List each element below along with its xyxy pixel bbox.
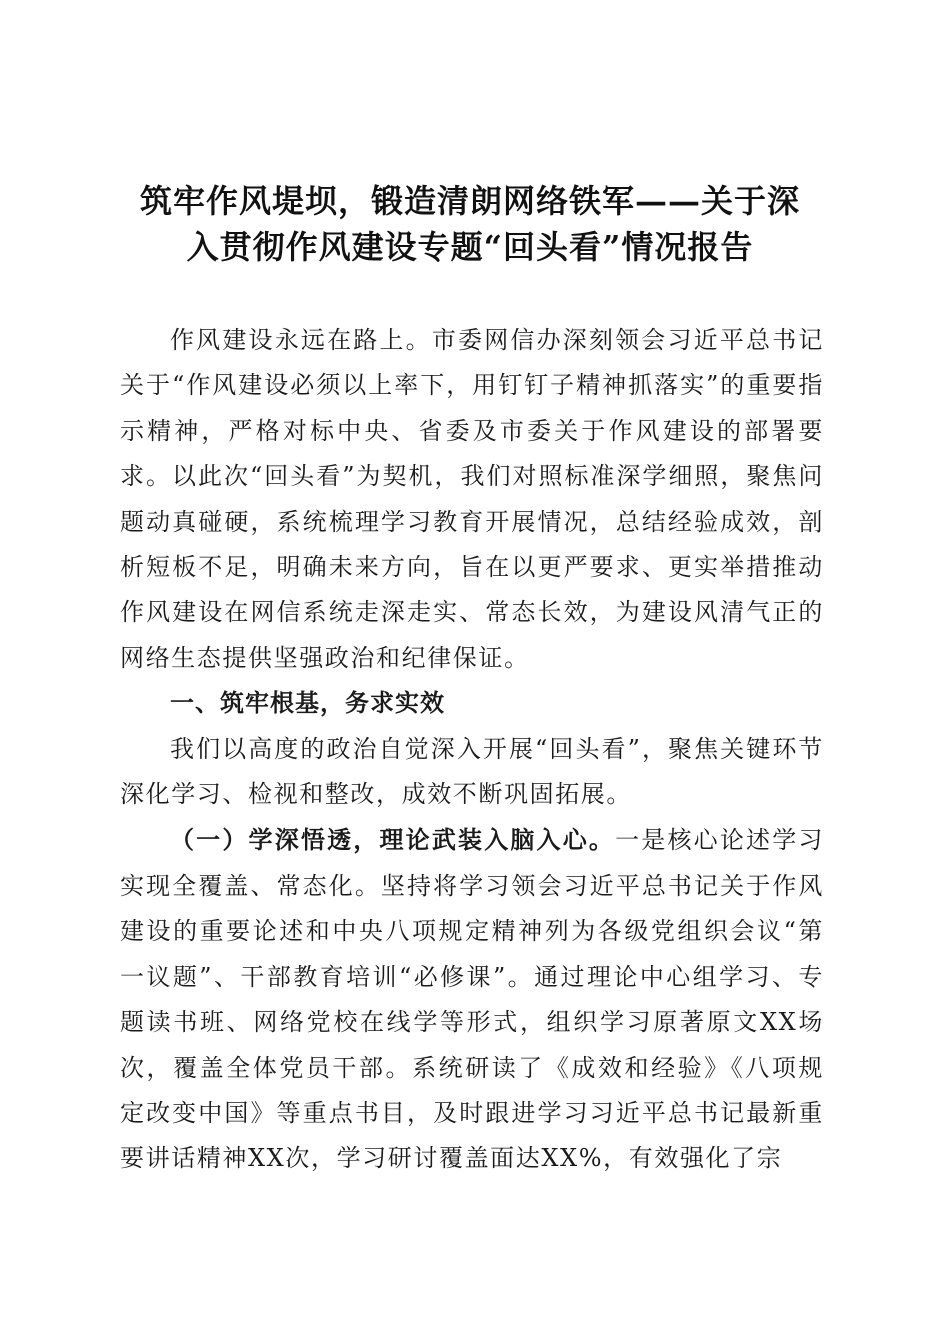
title-line-2: 入贯彻作风建设专题“回头看”情况报告 [186,228,754,266]
document-body [120,318,824,1182]
subsection-paragraph [120,817,824,1181]
title-line-1: 筑牢作风堤坝，锻造清朗网络铁军——关于深 [139,182,800,220]
section-intro-paragraph: 我们以高度的政治自觉深入开展“回头看”，聚焦关键环节深化学习、检视和整改，成效不断巩固拓展。 [120,734,824,809]
intro-paragraph: 作风建设永远在路上。市委网信办深刻领会习近平总书记关于“作风建设必须以上率下，用钉钉子精神抓落实”的重要指示精神，严格对标中央、省委及市委关于作风建设的部署要求。以此次“回头看”为契机，我们对照标准深学细照，聚焦问题动真碰硬，系统梳理学习教育开展情况，总结经验成效，剖析短板不足，明确未来方向，旨在以更严要求、更实举措推动作风建设在网信系统走深走实、常态长效，为建设风清气正的网络生态提供坚强政治和纪律保证。 [120,326,824,672]
subsection-text: 一是核心论述学习实现全覆盖、常态化。坚持将学习领会习近平总书记关于作风建设的重要论述和中央八项规定精神列为各级党组织会议“第一议题”、干部教育培训“必修课”。通过理论中心组学习、专题读书班、网络党校在线学等形式，组织学习原著原文XX场次，覆盖全体党员干部。系统研读了《成效和经验》《八项规定改变中国》等重点书目，及时跟进学习习近平总书记最新重要讲话精神XX次，学习研讨覆盖面达XX%，有效强化了宗 [120,826,824,1173]
subsection-heading: （一）学深悟透，理论武装入脑入心。 [170,825,616,855]
document-title [110,178,830,270]
section-heading: 一、筑牢根基，务求实效 [170,689,445,718]
